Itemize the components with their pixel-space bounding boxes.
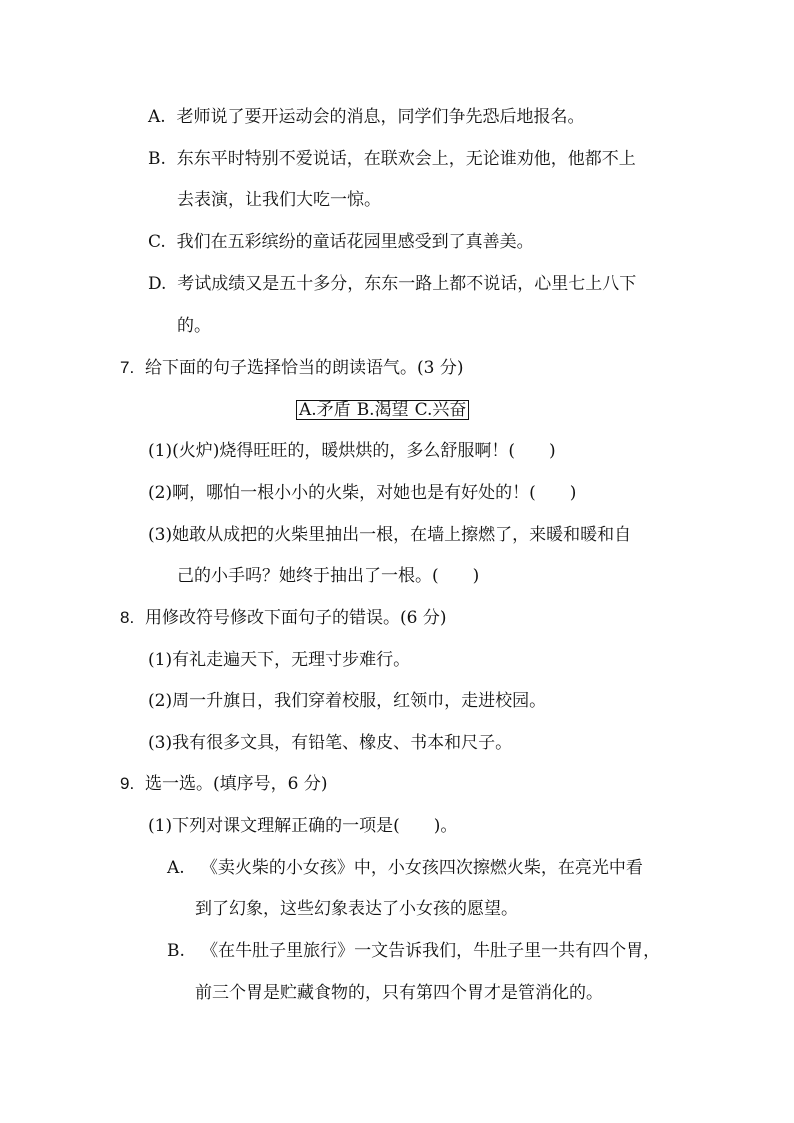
q7-heading	[120, 357, 463, 379]
choice-c: C.兴奋	[414, 400, 467, 420]
q7-item-3	[148, 524, 631, 546]
subquestion-text: (1)下列对课文理解正确的一项是( )。	[148, 816, 458, 836]
option-text: 的。	[177, 316, 211, 336]
item-text: 己的小手吗？她终于抽出了一根。( )	[177, 566, 480, 586]
item-text: (3)我有很多文具，有铅笔、橡皮、书本和尺子。	[148, 733, 513, 753]
question-stem: 用修改符号修改下面句子的错误。(6 分)	[145, 608, 447, 628]
item-text: (1)(火炉)烧得旺旺的，暖烘烘的，多么舒服啊！( )	[148, 441, 556, 461]
q6-option-d-continued	[177, 315, 211, 337]
option-label: B.	[167, 941, 185, 961]
option-label: C.	[148, 232, 166, 252]
option-text: 《在牛肚子里旅行》一文告诉我们，牛肚子里一共有四个胃，	[201, 941, 661, 961]
option-label: A.	[148, 107, 166, 127]
question-stem: 给下面的句子选择恰当的朗读语气。(3 分)	[145, 358, 464, 378]
q8-heading	[120, 607, 446, 629]
q9-heading	[120, 773, 327, 795]
question-number: 9.	[120, 774, 135, 793]
option-text: 《卖火柴的小女孩》中，小女孩四次擦燃火柴，在亮光中看	[200, 858, 643, 878]
option-label: A.	[167, 858, 185, 878]
option-text: 到了幻象，这些幻象表达了小女孩的愿望。	[195, 899, 518, 919]
q6-option-a	[148, 106, 585, 128]
q9-subquestion	[148, 815, 457, 837]
q9-option-b-continued	[195, 982, 603, 1004]
q8-item-2	[148, 690, 546, 712]
question-number: 8.	[120, 608, 135, 627]
q6-option-b-continued	[177, 189, 381, 211]
q9-option-a-continued	[195, 898, 518, 920]
q8-item-1	[148, 649, 410, 671]
q7-choice-box	[296, 399, 469, 421]
item-text: (2)周一升旗日，我们穿着校服，红领巾，走进校园。	[148, 691, 547, 711]
q7-item-2	[148, 482, 576, 504]
option-text: 我们在五彩缤纷的童话花园里感受到了真善美。	[176, 232, 534, 252]
item-text: (3)她敢从成把的火柴里抽出一根，在墙上擦燃了，来暖和暖和自	[148, 525, 632, 545]
question-stem: 选一选。(填序号，6 分)	[145, 774, 328, 794]
q8-item-3	[148, 732, 512, 754]
choice-a: A.矛盾	[299, 400, 351, 420]
option-text: 东东平时特别不爱说话，在联欢会上，无论谁劝他，他都不上	[176, 149, 636, 169]
option-text: 去表演，让我们大吃一惊。	[177, 190, 381, 210]
option-text: 前三个胃是贮藏食物的，只有第四个胃才是管消化的。	[195, 983, 603, 1003]
q6-option-c	[148, 231, 534, 253]
q7-item-3-continued	[177, 565, 479, 587]
option-label: D.	[148, 274, 167, 294]
item-text: (2)啊，哪怕一根小小的火柴，对她也是有好处的！( )	[148, 483, 577, 503]
q6-option-d	[148, 273, 636, 295]
q6-option-b	[148, 148, 636, 170]
choices-box	[296, 400, 469, 420]
choice-b: B.渴望	[356, 400, 409, 420]
q9-option-a	[167, 857, 643, 879]
q9-option-b	[167, 940, 660, 962]
option-text: 考试成绩又是五十多分，东东一路上都不说话，心里七上八下	[177, 274, 637, 294]
q7-item-1	[148, 440, 556, 462]
item-text: (1)有礼走遍天下，无理寸步难行。	[148, 650, 411, 670]
option-label: B.	[148, 149, 166, 169]
option-text: 老师说了要开运动会的消息，同学们争先恐后地报名。	[176, 107, 585, 127]
question-number: 7.	[120, 358, 135, 377]
